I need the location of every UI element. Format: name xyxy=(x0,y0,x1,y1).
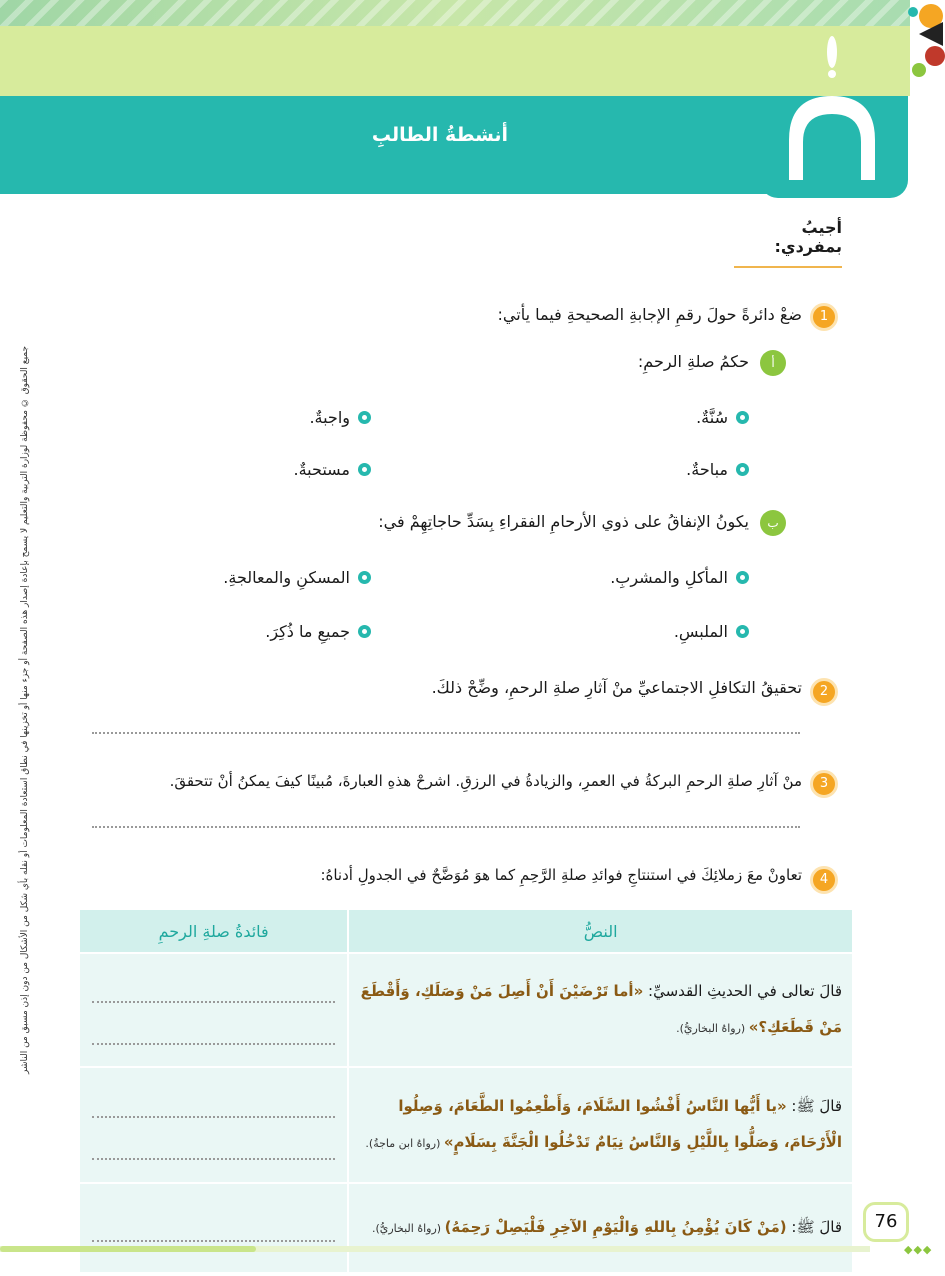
page-title: أنشطةُ الطالبِ xyxy=(371,124,509,146)
copyright-note: جميع الحقوق © محفوظة لوزارة التربية والتعليم لا يسمح بإعادة إصدار هذه الصفحة أو جزء منها أو تخزينها في نطاق استعادة المعلومات أو نقله بأي شكل من الأشكال من دون إذن مسبق من الناشر xyxy=(20,345,30,1075)
sub-question-b-text: يكونُ الإنفاقُ على ذوي الأرحامِ الفقراءِ بِسَدِّ حاجاتِهِمْ في: xyxy=(378,512,749,531)
table-header-benefit: فائدةُ صلةِ الرحمِ xyxy=(79,909,348,953)
question-4-text: تعاونْ معَ زملائِكَ في استنتاجِ فوائدِ صلةِ الرَّحِمِ كما هوَ مُوَضَّحٌ في الجدولِ أدناهُ: xyxy=(320,866,802,884)
question-1-text: ضعْ دائرةً حولَ رقمِ الإجابةِ الصحيحةِ فيما يأتي: xyxy=(497,305,802,324)
option-a1[interactable]: سُنَّةٌ. xyxy=(696,408,749,427)
bullet-icon xyxy=(358,463,371,476)
top-pattern-band xyxy=(0,0,910,26)
question-2-text: تحقيقُ التكافلِ الاجتماعيِّ منْ آثارِ صلةِ الرحمِ، وضِّحْ ذلكَ. xyxy=(431,678,802,697)
corner-ornament-icon xyxy=(905,0,945,80)
bullet-icon xyxy=(736,411,749,424)
hadith-cell: قالَ ﷺ: «يا أَيُّها النَّاسُ أَفْشُوا السَّلَامَ، وَأَطْعِمُوا الطَّعَامَ، وَصِلُوا الْأَرْحَامَ، وَصَلُّوا بِاللَّيْلِ وَالنَّاسُ نِيَامٌ تَدْخُلُوا الْجَنَّةَ بِسَلَامٍ» (رواهُ ابن ماجةُ). xyxy=(348,1067,853,1183)
bullet-icon xyxy=(736,571,749,584)
bullet-icon xyxy=(736,463,749,476)
question-number-3: 3 xyxy=(810,770,838,798)
option-b4[interactable]: جميعِ ما ذُكِرَ. xyxy=(265,622,371,641)
table-header-text: النصُّ xyxy=(348,909,853,953)
option-a2[interactable]: واجبةٌ. xyxy=(309,408,371,427)
bullet-icon xyxy=(358,571,371,584)
table-row xyxy=(79,1067,853,1183)
option-a3[interactable]: مباحةٌ. xyxy=(686,460,749,479)
table-row xyxy=(79,953,853,1067)
answer-line-2[interactable] xyxy=(92,732,800,734)
bullet-icon xyxy=(358,625,371,638)
section-heading: أجيبُ بمفردي: xyxy=(734,218,842,268)
option-a4[interactable]: مستحبةٌ. xyxy=(294,460,372,479)
question-number-4: 4 xyxy=(810,866,838,894)
question-number-1: 1 xyxy=(810,303,838,331)
sub-question-a-badge: أ xyxy=(760,350,786,376)
table-row xyxy=(79,1183,853,1273)
minaret-arch-icon xyxy=(775,30,893,190)
question-3-text: منْ آثارِ صلةِ الرحمِ البركةُ في العمرِ، والزيادةُ في الرزقِ. اشرحْ هذهِ العبارةَ، مُبينًا كيفَ يمكنُ أنْ تتحققَ. xyxy=(169,772,802,790)
sub-question-b-badge: ب xyxy=(760,510,786,536)
answer-line-3[interactable] xyxy=(92,826,800,828)
hadith-cell: قالَ تعالى في الحديثِ القدسيِّ: «أما تَرْضَيْنَ أَنْ أَصِلَ مَنْ وَصَلَكِ، وَأَقْطَعَ مَنْ قَطَعَكِ؟» (رواهُ البخاريُّ). xyxy=(348,953,853,1067)
answer-cell[interactable] xyxy=(79,1067,348,1183)
header-green-strip xyxy=(0,26,910,96)
footer-line xyxy=(0,1246,870,1252)
option-b2[interactable]: المسكنِ والمعالجةِ. xyxy=(223,568,371,587)
option-b1[interactable]: المأكلِ والمشربِ. xyxy=(610,568,749,587)
footer-dots-icon: ◆◆◆ xyxy=(904,1243,933,1256)
bullet-icon xyxy=(358,411,371,424)
option-b3[interactable]: الملبسِ. xyxy=(674,622,749,641)
sub-question-a-text: حكمُ صلةِ الرحمِ: xyxy=(637,352,749,371)
benefits-table xyxy=(78,908,854,1274)
answer-cell[interactable] xyxy=(79,1183,348,1273)
bullet-icon xyxy=(736,625,749,638)
question-number-2: 2 xyxy=(810,678,838,706)
answer-cell[interactable] xyxy=(79,953,348,1067)
page-number: 76 xyxy=(863,1202,909,1242)
hadith-cell: قالَ ﷺ: (مَنْ كَانَ يُؤْمِنُ بِاللهِ وَالْيَوْمِ الآخِرِ فَلْيَصِلْ رَحِمَهُ) (رواهُ البخاريُّ). xyxy=(348,1183,853,1273)
